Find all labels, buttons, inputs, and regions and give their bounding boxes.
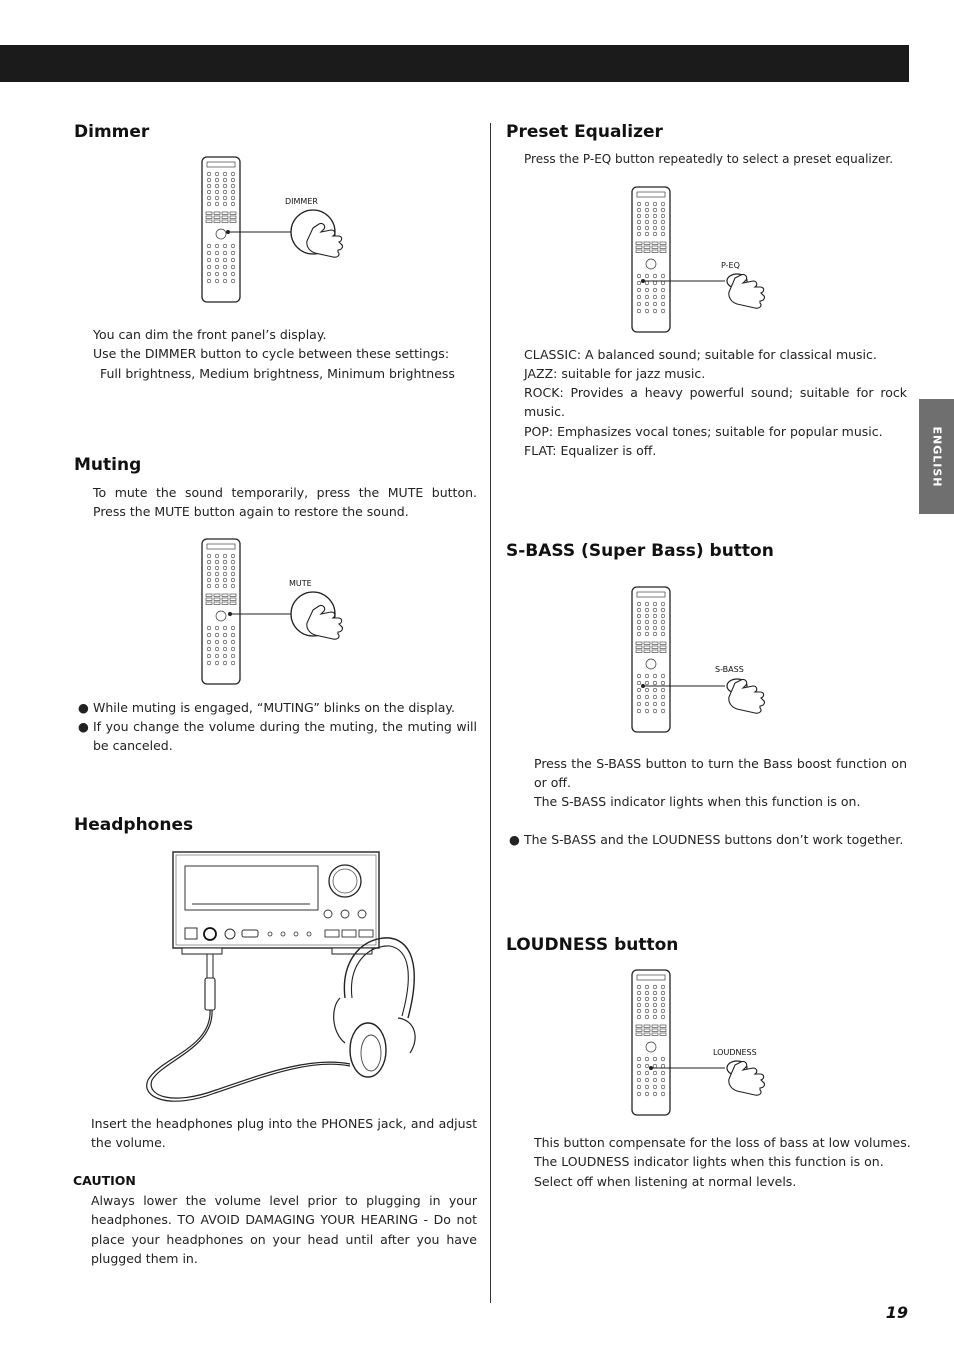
- sbass-bullet-text: The S-BASS and the LOUDNESS buttons don’t work together.: [524, 832, 904, 847]
- dimmer-remote-illustration: [195, 152, 365, 307]
- muting-heading: Muting: [74, 455, 142, 475]
- peq-remote-illustration: [625, 182, 795, 337]
- language-tab: [919, 399, 954, 514]
- loudness-line-1: This button compensate for the loss of bass at low volumes.: [534, 1135, 911, 1150]
- sbass-remote-illustration: [625, 582, 795, 737]
- dimmer-line-1: You can dim the front panel’s display.: [93, 327, 327, 342]
- column-divider: [490, 123, 491, 1303]
- dimmer-heading: Dimmer: [74, 122, 150, 142]
- muting-bullet-1: ● While muting is engaged, “MUTING” blinks on the display.: [78, 700, 455, 715]
- caution-text: Always lower the volume level prior to plugging in your headphones. TO AVOID DAMAGING YOUR HEARING - Do not place your headphones on your head until after you have plugged them in.: [91, 1193, 477, 1267]
- loudness-line-3: Select off when listening at normal levels.: [534, 1174, 797, 1189]
- language-tab-label: ENGLISH: [930, 426, 943, 487]
- headphones-heading: Headphones: [74, 815, 194, 835]
- eq-jazz: JAZZ: suitable for jazz music.: [524, 366, 706, 381]
- dimmer-line-2: Use the DIMMER button to cycle between these settings:: [93, 346, 450, 361]
- sbass-heading: S-BASS (Super Bass) button: [506, 541, 774, 561]
- sbass-text-2: The S-BASS indicator lights when this function is on.: [534, 794, 861, 809]
- muting-intro: To mute the sound temporarily, press the MUTE button. Press the MUTE button again to restore the sound.: [93, 485, 477, 520]
- caution-heading: CAUTION: [73, 1173, 136, 1188]
- eq-flat: FLAT: Equalizer is off.: [524, 443, 657, 458]
- muting-bullet-2: ● If you change the volume during the muting, the muting will be canceled.: [78, 719, 477, 754]
- eq-classic: CLASSIC: A balanced sound; suitable for classical music.: [524, 347, 877, 362]
- loudness-line-2: The LOUDNESS indicator lights when this function is on.: [534, 1154, 884, 1169]
- dimmer-button-label: DIMMER: [285, 197, 318, 206]
- preset-eq-intro: Press the P-EQ button repeatedly to select a preset equalizer.: [524, 152, 894, 166]
- dimmer-line-3: Full brightness, Medium brightness, Minimum brightness: [100, 366, 455, 381]
- preset-eq-heading: Preset Equalizer: [506, 122, 663, 142]
- headphones-illustration: [140, 848, 425, 1108]
- headphones-text: Insert the headphones plug into the PHONES jack, and adjust the volume.: [91, 1116, 477, 1151]
- mute-button-label: MUTE: [289, 579, 312, 588]
- page-number: 19: [885, 1303, 908, 1322]
- muting-remote-illustration: [195, 534, 365, 689]
- loudness-remote-illustration: [625, 965, 795, 1120]
- sbass-bullet: ● The S-BASS and the LOUDNESS buttons don’t work together.: [509, 832, 904, 847]
- sbass-button-label: S-BASS: [715, 665, 744, 674]
- muting-bullet-2-text: If you change the volume during the muting, the muting will be canceled.: [93, 719, 477, 754]
- eq-pop: POP: Emphasizes vocal tones; suitable for popular music.: [524, 424, 883, 439]
- header-bar: [0, 45, 909, 82]
- sbass-text-1: Press the S-BASS button to turn the Bass boost function on or off.: [534, 756, 907, 791]
- muting-bullet-1-text: While muting is engaged, “MUTING” blinks on the display.: [93, 700, 455, 715]
- peq-button-label: P-EQ: [721, 261, 740, 270]
- loudness-button-label: LOUDNESS: [713, 1048, 757, 1057]
- loudness-heading: LOUDNESS button: [506, 935, 679, 955]
- eq-rock: ROCK: Provides a heavy powerful sound; suitable for rock music.: [524, 385, 907, 420]
